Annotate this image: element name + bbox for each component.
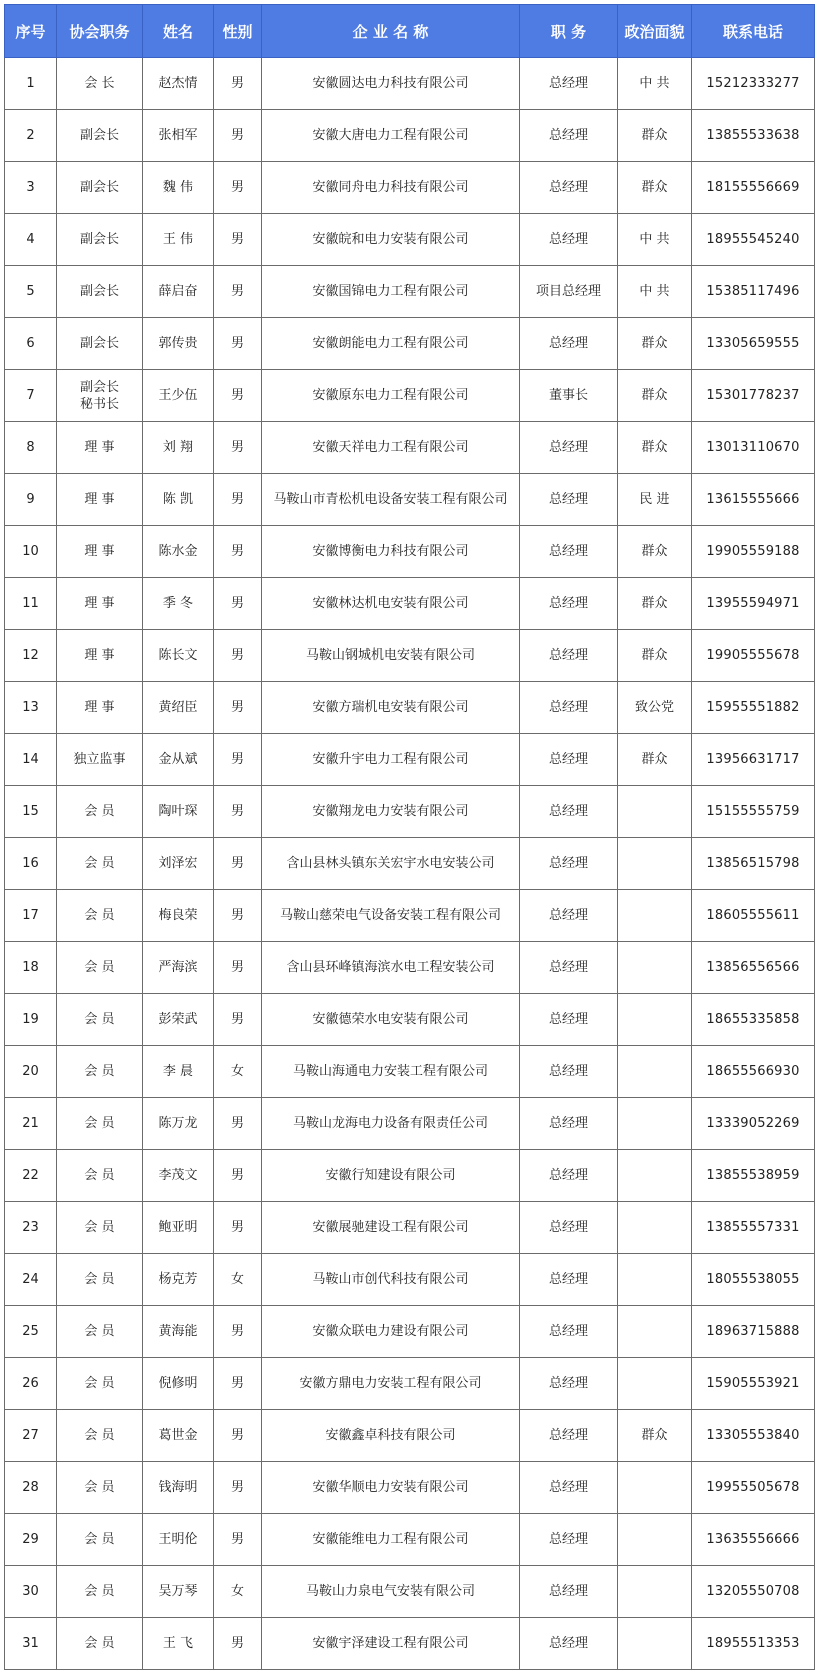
cell-index: 10 [5,526,57,578]
cell-gender: 男 [214,58,262,110]
cell-job-title: 总经理 [520,1098,618,1150]
cell-gender: 男 [214,734,262,786]
cell-political-status [618,942,692,994]
cell-political-status: 群众 [618,318,692,370]
cell-phone: 15155555759 [692,786,815,838]
cell-company-name: 马鞍山钢城机电安装有限公司 [262,630,520,682]
table-row [5,1306,815,1358]
table-row [5,1618,815,1670]
cell-company-name: 安徽行知建设有限公司 [262,1150,520,1202]
cell-company-name: 安徽原东电力工程有限公司 [262,370,520,422]
cell-company-name: 马鞍山力泉电气安装有限公司 [262,1566,520,1618]
cell-company-name: 安徽升宇电力工程有限公司 [262,734,520,786]
cell-association-role: 会 员 [57,942,143,994]
cell-name: 陈 凯 [143,474,214,526]
header-index: 序号 [5,5,57,58]
cell-job-title: 总经理 [520,942,618,994]
cell-association-role: 会 员 [57,1046,143,1098]
table-row [5,734,815,786]
cell-company-name: 安徽翔龙电力安装有限公司 [262,786,520,838]
cell-index: 19 [5,994,57,1046]
cell-gender: 男 [214,1150,262,1202]
cell-association-role: 副会长 [57,266,143,318]
cell-gender: 男 [214,630,262,682]
cell-phone: 18963715888 [692,1306,815,1358]
cell-name: 金从斌 [143,734,214,786]
cell-company-name: 安徽德荣水电安装有限公司 [262,994,520,1046]
cell-name: 王少伍 [143,370,214,422]
cell-gender: 男 [214,110,262,162]
cell-index: 29 [5,1514,57,1566]
cell-political-status [618,1150,692,1202]
cell-index: 9 [5,474,57,526]
cell-name: 梅良荣 [143,890,214,942]
cell-political-status [618,994,692,1046]
table-row [5,682,815,734]
cell-association-role: 会 员 [57,1306,143,1358]
cell-index: 2 [5,110,57,162]
cell-political-status [618,890,692,942]
cell-gender: 男 [214,1098,262,1150]
cell-phone: 13205550708 [692,1566,815,1618]
cell-gender: 男 [214,370,262,422]
cell-index: 13 [5,682,57,734]
cell-company-name: 含山县林头镇东关宏宇水电安装公司 [262,838,520,890]
cell-phone: 18655335858 [692,994,815,1046]
cell-political-status [618,1202,692,1254]
cell-phone: 13635556666 [692,1514,815,1566]
cell-name: 李茂文 [143,1150,214,1202]
cell-political-status [618,1306,692,1358]
cell-phone: 15905553921 [692,1358,815,1410]
cell-association-role: 副会长 秘书长 [57,370,143,422]
cell-name: 彭荣武 [143,994,214,1046]
cell-association-role: 会 员 [57,1566,143,1618]
cell-political-status: 群众 [618,630,692,682]
cell-political-status [618,1566,692,1618]
cell-gender: 女 [214,1254,262,1306]
table-row [5,1098,815,1150]
cell-phone: 19955505678 [692,1462,815,1514]
cell-index: 12 [5,630,57,682]
cell-association-role: 会 员 [57,1358,143,1410]
table-row [5,214,815,266]
cell-index: 7 [5,370,57,422]
table-header-row [5,5,815,58]
table-body [5,58,815,1670]
cell-gender: 男 [214,838,262,890]
cell-company-name: 安徽方鼎电力安装工程有限公司 [262,1358,520,1410]
cell-association-role: 会 员 [57,838,143,890]
cell-name: 薛启奋 [143,266,214,318]
cell-company-name: 安徽方瑞机电安装有限公司 [262,682,520,734]
cell-name: 黄绍臣 [143,682,214,734]
cell-name: 王 伟 [143,214,214,266]
cell-association-role: 理 事 [57,578,143,630]
table-row [5,1410,815,1462]
cell-gender: 男 [214,318,262,370]
table-row [5,1254,815,1306]
cell-political-status [618,838,692,890]
cell-index: 30 [5,1566,57,1618]
cell-company-name: 安徽鑫卓科技有限公司 [262,1410,520,1462]
cell-association-role: 会 员 [57,1150,143,1202]
cell-name: 陈长文 [143,630,214,682]
cell-name: 钱海明 [143,1462,214,1514]
cell-association-role: 理 事 [57,474,143,526]
cell-job-title: 总经理 [520,1202,618,1254]
cell-association-role: 会 员 [57,994,143,1046]
cell-gender: 女 [214,1046,262,1098]
cell-phone: 15955551882 [692,682,815,734]
cell-phone: 13855557331 [692,1202,815,1254]
cell-job-title: 总经理 [520,838,618,890]
cell-phone: 19905555678 [692,630,815,682]
cell-gender: 男 [214,162,262,214]
cell-phone: 13856515798 [692,838,815,890]
cell-gender: 男 [214,942,262,994]
cell-gender: 男 [214,526,262,578]
cell-job-title: 总经理 [520,1618,618,1670]
cell-phone: 18055538055 [692,1254,815,1306]
cell-association-role: 会 员 [57,1618,143,1670]
cell-index: 11 [5,578,57,630]
cell-name: 李 晨 [143,1046,214,1098]
cell-index: 26 [5,1358,57,1410]
cell-index: 21 [5,1098,57,1150]
cell-name: 陈万龙 [143,1098,214,1150]
cell-job-title: 总经理 [520,994,618,1046]
table-row [5,578,815,630]
cell-political-status: 群众 [618,526,692,578]
cell-political-status: 群众 [618,110,692,162]
cell-name: 张相军 [143,110,214,162]
table-row [5,1150,815,1202]
cell-name: 严海滨 [143,942,214,994]
cell-gender: 男 [214,890,262,942]
cell-job-title: 总经理 [520,1046,618,1098]
cell-name: 季 冬 [143,578,214,630]
cell-phone: 13855538959 [692,1150,815,1202]
cell-job-title: 董事长 [520,370,618,422]
cell-phone: 13956631717 [692,734,815,786]
table-row [5,1566,815,1618]
cell-association-role: 副会长 [57,110,143,162]
cell-political-status: 民 进 [618,474,692,526]
cell-index: 28 [5,1462,57,1514]
cell-company-name: 安徽众联电力建设有限公司 [262,1306,520,1358]
cell-phone: 13856556566 [692,942,815,994]
cell-phone: 15301778237 [692,370,815,422]
cell-association-role: 会 员 [57,890,143,942]
cell-name: 陶叶琛 [143,786,214,838]
table-row [5,630,815,682]
cell-index: 8 [5,422,57,474]
cell-association-role: 会 员 [57,1410,143,1462]
cell-gender: 男 [214,422,262,474]
table-row [5,1358,815,1410]
cell-company-name: 安徽展驰建设工程有限公司 [262,1202,520,1254]
cell-company-name: 安徽同舟电力科技有限公司 [262,162,520,214]
cell-index: 31 [5,1618,57,1670]
cell-gender: 男 [214,682,262,734]
cell-association-role: 理 事 [57,682,143,734]
cell-job-title: 总经理 [520,1358,618,1410]
cell-phone: 18955513353 [692,1618,815,1670]
cell-gender: 男 [214,214,262,266]
cell-association-role: 会 长 [57,58,143,110]
cell-phone: 13305553840 [692,1410,815,1462]
cell-company-name: 马鞍山市青松机电设备安装工程有限公司 [262,474,520,526]
cell-index: 20 [5,1046,57,1098]
cell-political-status [618,1462,692,1514]
cell-index: 15 [5,786,57,838]
table-row [5,58,815,110]
cell-company-name: 马鞍山龙海电力设备有限责任公司 [262,1098,520,1150]
cell-company-name: 安徽大唐电力工程有限公司 [262,110,520,162]
cell-political-status: 群众 [618,422,692,474]
cell-job-title: 总经理 [520,1566,618,1618]
cell-company-name: 安徽朗能电力工程有限公司 [262,318,520,370]
header-gender: 性别 [214,5,262,58]
cell-job-title: 总经理 [520,162,618,214]
cell-gender: 男 [214,994,262,1046]
cell-company-name: 马鞍山海通电力安装工程有限公司 [262,1046,520,1098]
cell-company-name: 安徽能维电力工程有限公司 [262,1514,520,1566]
table-row [5,1046,815,1098]
cell-gender: 男 [214,474,262,526]
cell-name: 倪修明 [143,1358,214,1410]
cell-gender: 男 [214,786,262,838]
table-row [5,318,815,370]
table-row [5,422,815,474]
table-row [5,370,815,422]
cell-name: 赵杰情 [143,58,214,110]
cell-name: 陈水金 [143,526,214,578]
table-row [5,266,815,318]
cell-index: 4 [5,214,57,266]
cell-job-title: 总经理 [520,578,618,630]
cell-gender: 女 [214,1566,262,1618]
cell-index: 17 [5,890,57,942]
cell-phone: 15212333277 [692,58,815,110]
cell-gender: 男 [214,1462,262,1514]
table-row [5,1514,815,1566]
cell-job-title: 项目总经理 [520,266,618,318]
cell-gender: 男 [214,1410,262,1462]
cell-job-title: 总经理 [520,1150,618,1202]
cell-index: 25 [5,1306,57,1358]
cell-job-title: 总经理 [520,890,618,942]
header-job-title: 职 务 [520,5,618,58]
cell-political-status: 群众 [618,578,692,630]
cell-phone: 13615555666 [692,474,815,526]
cell-association-role: 独立监事 [57,734,143,786]
cell-job-title: 总经理 [520,1254,618,1306]
cell-phone: 18655566930 [692,1046,815,1098]
header-name: 姓名 [143,5,214,58]
cell-job-title: 总经理 [520,214,618,266]
header-association-role: 协会职务 [57,5,143,58]
cell-political-status: 群众 [618,162,692,214]
cell-name: 王 飞 [143,1618,214,1670]
cell-job-title: 总经理 [520,318,618,370]
cell-association-role: 副会长 [57,162,143,214]
header-company-name: 企 业 名 称 [262,5,520,58]
cell-job-title: 总经理 [520,734,618,786]
cell-association-role: 会 员 [57,1098,143,1150]
cell-name: 鲍亚明 [143,1202,214,1254]
cell-gender: 男 [214,1514,262,1566]
table-row [5,994,815,1046]
cell-political-status: 群众 [618,734,692,786]
cell-political-status: 中 共 [618,58,692,110]
table-row [5,110,815,162]
cell-job-title: 总经理 [520,1410,618,1462]
cell-political-status [618,1098,692,1150]
cell-index: 18 [5,942,57,994]
cell-phone: 19905559188 [692,526,815,578]
cell-political-status: 致公党 [618,682,692,734]
cell-gender: 男 [214,266,262,318]
table-row [5,838,815,890]
cell-association-role: 副会长 [57,318,143,370]
cell-name: 魏 伟 [143,162,214,214]
cell-index: 22 [5,1150,57,1202]
table-row [5,942,815,994]
cell-job-title: 总经理 [520,110,618,162]
table-row [5,474,815,526]
cell-job-title: 总经理 [520,786,618,838]
cell-political-status [618,1254,692,1306]
cell-political-status: 群众 [618,370,692,422]
cell-index: 23 [5,1202,57,1254]
table-row [5,1202,815,1254]
cell-political-status [618,1358,692,1410]
cell-phone: 18955545240 [692,214,815,266]
cell-index: 3 [5,162,57,214]
cell-association-role: 会 员 [57,1462,143,1514]
cell-gender: 男 [214,578,262,630]
cell-job-title: 总经理 [520,1462,618,1514]
cell-gender: 男 [214,1306,262,1358]
cell-job-title: 总经理 [520,58,618,110]
cell-name: 郭传贵 [143,318,214,370]
cell-index: 24 [5,1254,57,1306]
cell-company-name: 安徽圆达电力科技有限公司 [262,58,520,110]
cell-political-status [618,1046,692,1098]
cell-index: 1 [5,58,57,110]
table-row [5,1462,815,1514]
cell-association-role: 理 事 [57,422,143,474]
cell-index: 27 [5,1410,57,1462]
cell-company-name: 马鞍山市创代科技有限公司 [262,1254,520,1306]
cell-job-title: 总经理 [520,630,618,682]
cell-association-role: 会 员 [57,1514,143,1566]
cell-index: 6 [5,318,57,370]
cell-job-title: 总经理 [520,474,618,526]
member-table-container [4,4,814,1670]
cell-phone: 18605555611 [692,890,815,942]
cell-political-status [618,786,692,838]
cell-phone: 13339052269 [692,1098,815,1150]
cell-association-role: 副会长 [57,214,143,266]
cell-job-title: 总经理 [520,526,618,578]
cell-company-name: 安徽国锦电力工程有限公司 [262,266,520,318]
cell-phone: 13013110670 [692,422,815,474]
cell-job-title: 总经理 [520,422,618,474]
cell-political-status: 中 共 [618,214,692,266]
cell-phone: 15385117496 [692,266,815,318]
cell-company-name: 马鞍山慈荣电气设备安装工程有限公司 [262,890,520,942]
cell-job-title: 总经理 [520,1514,618,1566]
cell-political-status: 中 共 [618,266,692,318]
member-table [4,4,815,1670]
table-row [5,162,815,214]
cell-company-name: 安徽博衡电力科技有限公司 [262,526,520,578]
cell-gender: 男 [214,1358,262,1410]
cell-company-name: 安徽林达机电安装有限公司 [262,578,520,630]
cell-company-name: 含山县环峰镇海滨水电工程安装公司 [262,942,520,994]
cell-association-role: 会 员 [57,1202,143,1254]
cell-company-name: 安徽皖和电力安装有限公司 [262,214,520,266]
cell-company-name: 安徽天祥电力工程有限公司 [262,422,520,474]
cell-name: 吴万琴 [143,1566,214,1618]
cell-association-role: 会 员 [57,1254,143,1306]
cell-political-status: 群众 [618,1410,692,1462]
cell-name: 杨克芳 [143,1254,214,1306]
header-phone: 联系电话 [692,5,815,58]
cell-phone: 13955594971 [692,578,815,630]
table-row [5,890,815,942]
cell-phone: 18155556669 [692,162,815,214]
cell-job-title: 总经理 [520,682,618,734]
cell-name: 刘 翔 [143,422,214,474]
cell-company-name: 安徽华顺电力安装有限公司 [262,1462,520,1514]
cell-phone: 13305659555 [692,318,815,370]
table-row [5,526,815,578]
cell-phone: 13855533638 [692,110,815,162]
cell-association-role: 理 事 [57,630,143,682]
cell-job-title: 总经理 [520,1306,618,1358]
header-political-status: 政治面貌 [618,5,692,58]
table-row [5,786,815,838]
cell-political-status [618,1618,692,1670]
cell-association-role: 会 员 [57,786,143,838]
cell-name: 刘泽宏 [143,838,214,890]
cell-index: 14 [5,734,57,786]
cell-name: 葛世金 [143,1410,214,1462]
cell-political-status [618,1514,692,1566]
cell-association-role: 理 事 [57,526,143,578]
cell-index: 5 [5,266,57,318]
cell-company-name: 安徽宇泽建设工程有限公司 [262,1618,520,1670]
cell-index: 16 [5,838,57,890]
cell-name: 王明伦 [143,1514,214,1566]
cell-gender: 男 [214,1618,262,1670]
cell-gender: 男 [214,1202,262,1254]
cell-name: 黄海能 [143,1306,214,1358]
